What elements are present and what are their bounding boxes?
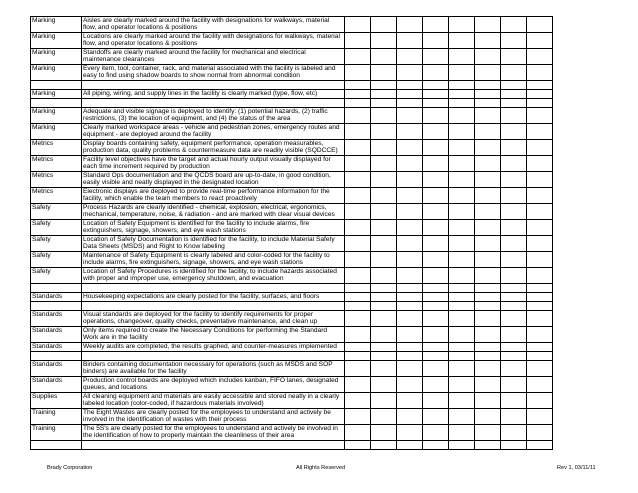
score-cell[interactable] (449, 425, 475, 441)
score-cell[interactable] (423, 311, 449, 327)
score-cell[interactable] (527, 17, 553, 33)
row-category: Safety (31, 204, 82, 220)
score-cell[interactable] (501, 377, 527, 393)
score-cell[interactable] (397, 409, 423, 425)
row-description: Aisles are clearly marked around the facility with designations for walkways, material flow, and operator locations & positions (82, 17, 345, 33)
table-row (31, 65, 553, 81)
score-cell[interactable] (397, 293, 423, 302)
score-cell[interactable] (397, 327, 423, 343)
row-description: The 5S's are clearly posted for the employees to understand and actively be involved in the identification of how to properly maintain the cleanliness of their area (82, 425, 345, 441)
spacer-row (31, 352, 553, 361)
score-cell[interactable] (345, 188, 371, 204)
score-cell[interactable] (449, 343, 475, 352)
row-description: Location of Safety Procedures is identified for the facility, to include hazards associated with proper and improper use, emergency shutdown, and evacuation (82, 268, 345, 284)
row-description: All cleaning equipment and materials are easily accessible and stored neatly in a clearly labeled location (color-coded, if hazardous materials involved) (82, 393, 345, 409)
row-category: Standards (31, 327, 82, 343)
score-cell[interactable] (449, 361, 475, 377)
score-cell[interactable] (449, 377, 475, 393)
score-cell[interactable] (423, 17, 449, 33)
score-cell[interactable] (371, 204, 397, 220)
score-cell[interactable] (345, 361, 371, 377)
score-cell[interactable] (501, 409, 527, 425)
score-cell[interactable] (527, 204, 553, 220)
row-description: The Eight Wastes are clearly posted for the employees to understand and actively be involved in the identification of wastes with their process (82, 409, 345, 425)
score-cell[interactable] (449, 156, 475, 172)
score-cell[interactable] (475, 17, 501, 33)
score-cell[interactable] (345, 236, 371, 252)
score-cell[interactable] (501, 311, 527, 327)
score-cell[interactable] (423, 156, 449, 172)
table-row (31, 188, 553, 204)
score-cell[interactable] (397, 188, 423, 204)
row-description: Location of Safety Equipment is identified for the facility to include alarms, fire extinguishers, signage, showers, and eye wash stations (82, 220, 345, 236)
score-cell[interactable] (527, 156, 553, 172)
score-cell[interactable] (501, 90, 527, 99)
score-cell[interactable] (397, 172, 423, 188)
score-cell[interactable] (423, 393, 449, 409)
score-cell[interactable] (397, 124, 423, 140)
row-description: Standoffs are clearly marked around the facility for mechanical and electrical maintenance clearances (82, 49, 345, 65)
score-cell[interactable] (397, 49, 423, 65)
spacer-row (31, 284, 553, 293)
table-row (31, 124, 553, 140)
score-cell[interactable] (397, 425, 423, 441)
score-cell[interactable] (397, 17, 423, 33)
table-row (31, 361, 553, 377)
score-cell[interactable] (501, 49, 527, 65)
score-cell[interactable] (371, 124, 397, 140)
score-cell[interactable] (449, 220, 475, 236)
score-cell[interactable] (475, 49, 501, 65)
score-cell[interactable] (475, 361, 501, 377)
score-cell[interactable] (449, 49, 475, 65)
score-cell[interactable] (527, 108, 553, 124)
row-category: Metrics (31, 156, 82, 172)
score-cell[interactable] (345, 252, 371, 268)
score-cell[interactable] (501, 343, 527, 352)
score-cell[interactable] (345, 49, 371, 65)
row-category: Standards (31, 377, 82, 393)
score-cell[interactable] (371, 156, 397, 172)
score-cell[interactable] (397, 65, 423, 81)
score-cell[interactable] (501, 293, 527, 302)
row-description: Display boards containing safety, equipment performance, operation measurables, production data, quality problems & countermeasure data are readily visible (SQDCCE) (82, 140, 345, 156)
score-cell[interactable] (423, 268, 449, 284)
score-cell[interactable] (345, 311, 371, 327)
row-description: Only items required to create the Necessary Conditions for performing the Standard Work are in the facility (82, 327, 345, 343)
score-cell[interactable] (501, 393, 527, 409)
score-cell[interactable] (397, 33, 423, 49)
score-cell[interactable] (371, 361, 397, 377)
score-cell[interactable] (475, 188, 501, 204)
score-cell[interactable] (371, 393, 397, 409)
table-row (31, 140, 553, 156)
row-description: Location of Safety Documentation is identified for the facility, to include Material Safety Data Sheets (MSDS) and Right to Know labeling (82, 236, 345, 252)
score-cell[interactable] (371, 268, 397, 284)
score-cell[interactable] (397, 156, 423, 172)
score-cell[interactable] (449, 188, 475, 204)
row-description: Production control boards are deployed which includes kanban, FIFO lanes, designated queues, and locations (82, 377, 345, 393)
row-category: Marking (31, 108, 82, 124)
score-cell[interactable] (501, 236, 527, 252)
score-cell[interactable] (449, 17, 475, 33)
score-cell[interactable] (345, 65, 371, 81)
row-category: Safety (31, 268, 82, 284)
score-cell[interactable] (475, 293, 501, 302)
score-cell[interactable] (371, 49, 397, 65)
score-cell[interactable] (527, 377, 553, 393)
score-cell[interactable] (527, 140, 553, 156)
table-row (31, 236, 553, 252)
table-row (31, 33, 553, 49)
row-category: Marking (31, 65, 82, 81)
score-cell[interactable] (371, 343, 397, 352)
table-row (31, 90, 553, 99)
score-cell[interactable] (345, 108, 371, 124)
table-row (31, 268, 553, 284)
score-cell[interactable] (501, 65, 527, 81)
row-description: Every item, tool, container, rack, and material associated with the facility is labeled and easy to find using shadow boards to show normal from abnormal condition (82, 65, 345, 81)
score-cell[interactable] (501, 220, 527, 236)
row-category: Supplies (31, 393, 82, 409)
score-cell[interactable] (345, 204, 371, 220)
row-category: Marking (31, 49, 82, 65)
score-cell[interactable] (527, 268, 553, 284)
score-cell[interactable] (371, 252, 397, 268)
row-description: Standard Ops documentation and the QCDS board are up-to-date, in good condition, easily visible and neatly displayed in the designated location (82, 172, 345, 188)
score-cell[interactable] (527, 361, 553, 377)
table-row (31, 108, 553, 124)
score-cell[interactable] (449, 204, 475, 220)
score-cell[interactable] (475, 393, 501, 409)
score-cell[interactable] (475, 377, 501, 393)
score-cell[interactable] (501, 17, 527, 33)
row-category: Marking (31, 124, 82, 140)
row-description: Electronic displays are deployed to provide real-time performance information for the facility, which enable the team members to react proactively (82, 188, 345, 204)
score-cell[interactable] (371, 140, 397, 156)
score-cell[interactable] (475, 268, 501, 284)
score-cell[interactable] (345, 90, 371, 99)
score-cell[interactable] (475, 204, 501, 220)
score-cell[interactable] (345, 156, 371, 172)
score-cell[interactable] (423, 343, 449, 352)
table-row (31, 49, 553, 65)
score-cell[interactable] (475, 252, 501, 268)
score-cell[interactable] (397, 393, 423, 409)
score-cell[interactable] (397, 204, 423, 220)
score-cell[interactable] (475, 425, 501, 441)
score-cell[interactable] (475, 124, 501, 140)
row-description: Housekeeping expectations are clearly posted for the facility, surfaces, and floors (82, 293, 345, 302)
score-cell[interactable] (345, 172, 371, 188)
score-cell[interactable] (449, 90, 475, 99)
score-cell[interactable] (449, 252, 475, 268)
score-cell[interactable] (345, 377, 371, 393)
score-cell[interactable] (501, 188, 527, 204)
score-cell[interactable] (449, 327, 475, 343)
score-cell[interactable] (397, 377, 423, 393)
row-category: Marking (31, 17, 82, 33)
spacer-row (31, 302, 553, 311)
score-cell[interactable] (475, 343, 501, 352)
row-category: Training (31, 425, 82, 441)
score-cell[interactable] (527, 49, 553, 65)
score-cell[interactable] (423, 49, 449, 65)
score-cell[interactable] (423, 65, 449, 81)
score-cell[interactable] (501, 172, 527, 188)
score-cell[interactable] (527, 124, 553, 140)
row-category: Marking (31, 90, 82, 99)
score-cell[interactable] (475, 236, 501, 252)
score-cell[interactable] (527, 33, 553, 49)
score-cell[interactable] (423, 361, 449, 377)
table-row (31, 220, 553, 236)
score-cell[interactable] (501, 140, 527, 156)
score-cell[interactable] (345, 140, 371, 156)
score-cell[interactable] (345, 293, 371, 302)
footer-company: Brady Corporation (47, 465, 93, 471)
score-cell[interactable] (423, 220, 449, 236)
row-category: Standards (31, 361, 82, 377)
table-row (31, 252, 553, 268)
score-cell[interactable] (527, 293, 553, 302)
table-row (31, 343, 553, 352)
score-cell[interactable] (371, 409, 397, 425)
score-cell[interactable] (423, 172, 449, 188)
row-category: Safety (31, 236, 82, 252)
row-description: Facility level objectives have the target and actual hourly output visually displayed for each time increment required by production (82, 156, 345, 172)
score-cell[interactable] (423, 124, 449, 140)
score-cell[interactable] (371, 220, 397, 236)
score-cell[interactable] (397, 252, 423, 268)
score-cell[interactable] (371, 377, 397, 393)
score-cell[interactable] (475, 33, 501, 49)
score-cell[interactable] (475, 409, 501, 425)
score-cell[interactable] (371, 327, 397, 343)
row-category: Safety (31, 252, 82, 268)
row-description: Visual standards are deployed for the facility to identify requirements for proper operations, changeover, quality checks, preventative maintenance, and clean up (82, 311, 345, 327)
row-category: Training (31, 409, 82, 425)
row-category: Metrics (31, 188, 82, 204)
row-description: Clearly marked workspace areas - vehicle and pedestrian zones, emergency routes and equipment - are deployed around the facility (82, 124, 345, 140)
score-cell[interactable] (423, 90, 449, 99)
score-cell[interactable] (475, 140, 501, 156)
score-cell[interactable] (527, 327, 553, 343)
score-cell[interactable] (527, 425, 553, 441)
score-cell[interactable] (475, 108, 501, 124)
score-cell[interactable] (475, 220, 501, 236)
score-cell[interactable] (423, 188, 449, 204)
score-cell[interactable] (449, 393, 475, 409)
score-cell[interactable] (345, 124, 371, 140)
score-cell[interactable] (345, 220, 371, 236)
score-cell[interactable] (527, 220, 553, 236)
score-cell[interactable] (371, 17, 397, 33)
score-cell[interactable] (371, 293, 397, 302)
score-cell[interactable] (501, 156, 527, 172)
score-cell[interactable] (501, 425, 527, 441)
score-cell[interactable] (501, 204, 527, 220)
row-category: Marking (31, 33, 82, 49)
audit-table-body (31, 17, 553, 450)
footer-revision: Rev 1, 03/11/11 (557, 465, 596, 471)
score-cell[interactable] (345, 33, 371, 49)
score-cell[interactable] (527, 311, 553, 327)
row-description: Weekly audits are completed, the results graphed, and counter-measures implemented (82, 343, 345, 352)
score-cell[interactable] (371, 33, 397, 49)
score-cell[interactable] (475, 156, 501, 172)
row-category: Metrics (31, 172, 82, 188)
score-cell[interactable] (397, 361, 423, 377)
score-cell[interactable] (371, 108, 397, 124)
row-category: Standards (31, 311, 82, 327)
score-cell[interactable] (449, 293, 475, 302)
score-cell[interactable] (475, 65, 501, 81)
score-cell[interactable] (397, 220, 423, 236)
table-row (31, 409, 553, 425)
score-cell[interactable] (501, 108, 527, 124)
score-cell[interactable] (475, 311, 501, 327)
score-cell[interactable] (423, 236, 449, 252)
score-cell[interactable] (449, 65, 475, 81)
score-cell[interactable] (449, 236, 475, 252)
table-row (31, 377, 553, 393)
score-cell[interactable] (527, 393, 553, 409)
score-cell[interactable] (423, 140, 449, 156)
row-category: Standards (31, 293, 82, 302)
score-cell[interactable] (397, 236, 423, 252)
score-cell[interactable] (527, 90, 553, 99)
row-description: Adequate and visible signage is deployed to identify: (1) potential hazards, (2) traffic restrictions, (3) the location of equipment, and (4) the status of the area (82, 108, 345, 124)
score-cell[interactable] (423, 327, 449, 343)
score-cell[interactable] (397, 343, 423, 352)
spacer-row (31, 81, 553, 90)
score-cell[interactable] (371, 172, 397, 188)
score-cell[interactable] (345, 409, 371, 425)
table-row (31, 425, 553, 441)
score-cell[interactable] (475, 327, 501, 343)
score-cell[interactable] (345, 343, 371, 352)
score-cell[interactable] (345, 393, 371, 409)
score-cell[interactable] (423, 425, 449, 441)
score-cell[interactable] (527, 236, 553, 252)
spacer-row (31, 99, 553, 108)
score-cell[interactable] (501, 327, 527, 343)
score-cell[interactable] (501, 124, 527, 140)
score-cell[interactable] (449, 172, 475, 188)
row-description: Binders containing documentation necessary for operations (such as MSDS and SOP binders) are available for the facility (82, 361, 345, 377)
score-cell[interactable] (371, 65, 397, 81)
score-cell[interactable] (501, 33, 527, 49)
row-category: Metrics (31, 140, 82, 156)
score-cell[interactable] (371, 425, 397, 441)
footer-rights: All Rights Reserved (296, 465, 346, 471)
score-cell[interactable] (371, 90, 397, 99)
score-cell[interactable] (345, 327, 371, 343)
table-row (31, 156, 553, 172)
score-cell[interactable] (449, 108, 475, 124)
score-cell[interactable] (345, 425, 371, 441)
table-row (31, 393, 553, 409)
score-cell[interactable] (423, 377, 449, 393)
table-row (31, 311, 553, 327)
row-description: Maintenance of Safety Equipment is clearly labeled and color-coded for the facility to include alarms, fire extinguishers, signage, showers, and eye wash stations (82, 252, 345, 268)
table-row (31, 204, 553, 220)
score-cell[interactable] (449, 409, 475, 425)
score-cell[interactable] (449, 140, 475, 156)
score-cell[interactable] (423, 252, 449, 268)
table-row (31, 172, 553, 188)
score-cell[interactable] (501, 361, 527, 377)
row-description: Process Hazards are clearly identified - chemical, explosion, electrical, ergonomics, mechanical, temperature, noise, & radiation - and are marked with clear visual devices (82, 204, 345, 220)
score-cell[interactable] (527, 188, 553, 204)
score-cell[interactable] (527, 172, 553, 188)
score-cell[interactable] (345, 17, 371, 33)
score-cell[interactable] (371, 236, 397, 252)
score-cell[interactable] (423, 204, 449, 220)
score-cell[interactable] (501, 268, 527, 284)
score-cell[interactable] (423, 108, 449, 124)
score-cell[interactable] (449, 33, 475, 49)
table-row (31, 293, 553, 302)
score-cell[interactable] (501, 252, 527, 268)
score-cell[interactable] (345, 268, 371, 284)
score-cell[interactable] (449, 124, 475, 140)
score-cell[interactable] (423, 33, 449, 49)
score-cell[interactable] (449, 268, 475, 284)
score-cell[interactable] (475, 90, 501, 99)
score-cell[interactable] (423, 293, 449, 302)
score-cell[interactable] (397, 140, 423, 156)
row-category: Standards (31, 343, 82, 352)
score-cell[interactable] (371, 188, 397, 204)
spacer-row (31, 441, 553, 450)
score-cell[interactable] (423, 409, 449, 425)
score-cell[interactable] (397, 268, 423, 284)
score-cell[interactable] (527, 409, 553, 425)
row-description: Locations are clearly marked around the facility with designations for walkways, material flow, and operator locations & positions (82, 33, 345, 49)
score-cell[interactable] (449, 311, 475, 327)
table-row (31, 327, 553, 343)
score-cell[interactable] (397, 108, 423, 124)
row-category: Safety (31, 220, 82, 236)
table-row (31, 17, 553, 33)
row-description: All piping, wiring, and supply lines in the facility is clearly marked (type, flow, etc) (82, 90, 345, 99)
score-cell[interactable] (527, 252, 553, 268)
audit-table (30, 16, 553, 450)
score-cell[interactable] (397, 311, 423, 327)
score-cell[interactable] (527, 65, 553, 81)
score-cell[interactable] (527, 343, 553, 352)
score-cell[interactable] (475, 172, 501, 188)
score-cell[interactable] (371, 311, 397, 327)
score-cell[interactable] (397, 90, 423, 99)
